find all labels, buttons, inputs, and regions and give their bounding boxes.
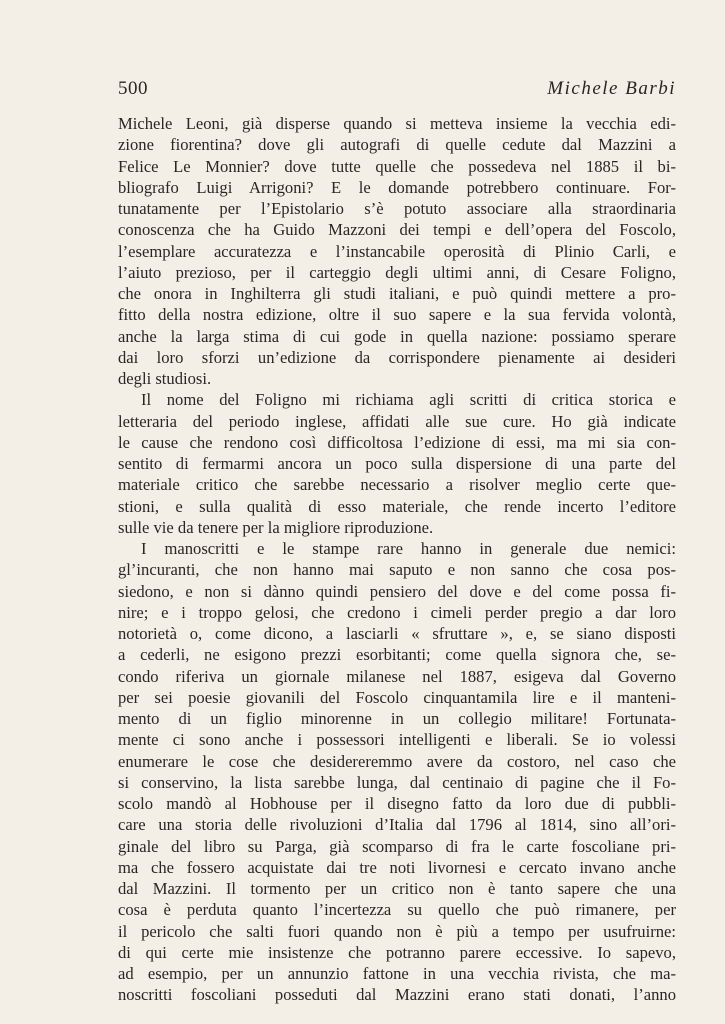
text-line: che onora in Inghilterra gli studi italiani, e può quindi mettere a pro- <box>118 284 676 303</box>
text-line: conoscenza che ha Guido Mazzoni dei tempi e dell’opera del Foscolo, <box>118 220 676 240</box>
text-line: si conservino, la lista sarebbe lunga, dal centinaio di pagine che il Fo- <box>118 772 676 792</box>
text-line: materiale critico che sarebbe necessario a risolver meglio certe que- <box>118 475 676 495</box>
text-line: tunatamente per l’Epistolario s’è potuto associare alla straordinaria <box>118 199 676 218</box>
text-line: sulle vie da tenere per la migliore riproduzione. <box>118 517 434 537</box>
text-line: cosa è perduta quanto l’incertezza su quello che può rimanere, per <box>118 900 676 920</box>
text-line: a cederli, ne esigono prezzi esorbitanti; come quella signora che, se- <box>118 645 676 665</box>
text-line: anche la larga stima di cui gode in quella nazione: possiamo sperare <box>118 326 676 346</box>
text-line: care una storia delle rivoluzioni d’Italia dal 1796 al 1814, sino all’ori- <box>118 815 676 835</box>
text-line: sentito di fermarmi ancora un poco sulla dispersione di una parte del <box>118 454 676 473</box>
text-line: ginale del libro su Parga, già scomparso di fra le carte foscoliane pri- <box>118 836 676 856</box>
running-head: Michele Barbi <box>547 78 676 99</box>
text-line: condo riferiva un giornale milanese nel 1887, esigeva dal Governo <box>118 666 676 686</box>
text-line: zione fiorentina? dove gli autografi di quelle cedute dal Mazzini a <box>118 135 676 155</box>
text-line: Michele Leoni, già disperse quando si metteva insieme la vecchia edi- <box>118 114 676 133</box>
paragraph <box>118 538 676 1006</box>
page-header <box>118 78 676 102</box>
text-line: ad esempio, per un annunzio fattone in una vecchia rivista, che ma- <box>118 964 676 983</box>
text-line: scolo mandò al Hobhouse per il disegno fatto da loro due di pubbli- <box>118 794 676 813</box>
text-line: mento di un figlio minorenne in un collegio militare! Fortunata- <box>118 709 676 728</box>
text-line: il pericolo che salti fuori quando non è più a tempo per usufruirne: <box>118 921 676 941</box>
text-line: fitto della nostra edizione, oltre il suo sapere e la sua fervida volontà, <box>118 305 676 325</box>
text-line: degli studiosi. <box>118 369 212 388</box>
text-line: siedono, e non si dànno quindi pensiero del dove e del come possa fi- <box>118 581 676 601</box>
text-line: Il nome del Foligno mi richiama agli scritti di critica storica e <box>141 390 676 410</box>
text-line: notorietà o, come dicono, a lasciarli « sfruttare », e, se siano disposti <box>118 624 676 643</box>
text-line: gl’incuranti, che non hanno mai saputo e non sanno che cosa pos- <box>118 560 676 580</box>
text-line: I manoscritti e le stampe rare hanno in generale due nemici: <box>141 539 676 558</box>
text-line: dai loro sforzi un’edizione da corrispondere pienamente ai desideri <box>118 347 676 367</box>
text-line: l’aiuto prezioso, per il carteggio degli ultimi anni, di Cesare Foligno, <box>118 262 676 282</box>
text-line: le cause che rendono così difficoltosa l’edizione di essi, ma mi sia con- <box>118 432 676 452</box>
text-line: bliografo Luigi Arrigoni? E le domande potrebbero continuare. For- <box>118 177 676 197</box>
paragraph <box>118 389 676 538</box>
text-line: l’esemplare accuratezza e l’instancabile operosità di Plinio Carli, e <box>118 241 676 261</box>
text-line: mente ci sono anche i possessori intelligenti e liberali. Se io volessi <box>118 730 676 750</box>
text-line: dal Mazzini. Il tormento per un critico non è tanto sapere che una <box>118 879 676 898</box>
text-line: Felice Le Monnier? dove tutte quelle che possedeva nel 1885 il bi- <box>118 156 676 176</box>
text-line: nire; e i troppo gelosi, che credono i cimeli perder pregio a dar loro <box>118 602 676 622</box>
text-line: ma che fossero acquistate dai tre noti livornesi e cercato invano anche <box>118 857 676 877</box>
text-line: noscritti foscoliani posseduti dal Mazzini erano stati donati, l’anno <box>118 985 676 1005</box>
paragraph <box>118 113 676 389</box>
text-line: di qui certe mie insistenze che potranno parere eccessive. Io sapevo, <box>118 942 676 962</box>
text-line: per sei poesie giovanili del Foscolo cinquantamila lire e il manteni- <box>118 687 676 707</box>
text-line: enumerare le cose che desidereremmo avere da costoro, nel caso che <box>118 751 676 771</box>
text-line: stioni, e sulla qualità di esso materiale, che rende incerto l’editore <box>118 496 676 516</box>
body-text <box>118 113 676 1006</box>
page-number: 500 <box>118 78 148 99</box>
text-line: letteraria del periodo inglese, affidati alle sue cure. Ho già indicate <box>118 411 676 431</box>
